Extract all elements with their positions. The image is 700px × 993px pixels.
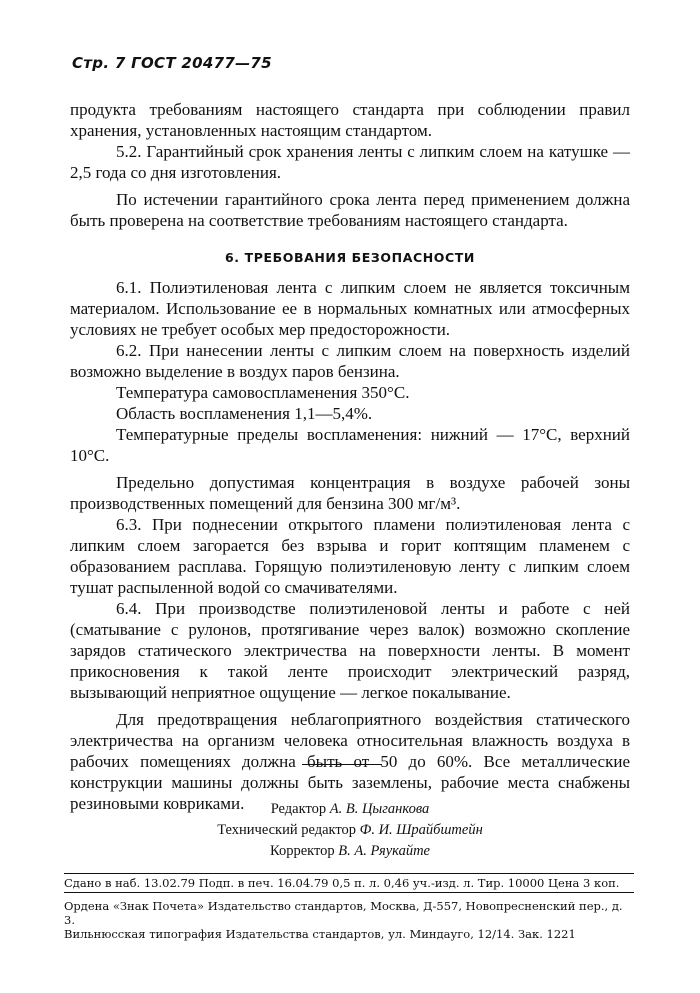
paragraph-6-2: 6.2. При нанесении ленты с липким слоем на поверхность изделий возможно выделение в воздух паров бензина.	[70, 341, 630, 381]
corrector-name: В. А. Ряукайте	[338, 843, 430, 859]
imprint-block	[64, 873, 634, 941]
divider	[302, 764, 382, 765]
section-body	[70, 277, 630, 814]
credits-block	[0, 799, 700, 862]
tech-editor-label: Технический редактор	[217, 822, 357, 838]
page-header: Стр. 7 ГОСТ 20477—75	[72, 54, 272, 72]
editor-line	[0, 799, 700, 820]
paragraph-continuation: продукта требованиям настоящего стандарта при соблюдении правил хранения, установленных настоящим стандартом.	[70, 100, 630, 140]
publisher-info	[64, 899, 634, 941]
intro-text	[70, 99, 630, 231]
corrector-label: Корректор	[270, 843, 335, 859]
paragraph-static-protection: Для предотвращения неблагоприятного воздействия статического электричества на организм человека относительная влажность воздуха в рабочих помещениях должна быть от 50 до 60%. Все металлические конструкции машины должны быть заземлены, рабочие места снабжены резиновыми ковриками.	[70, 710, 630, 813]
editor-label: Редактор	[270, 801, 327, 817]
section-title: 6. ТРЕБОВАНИЯ БЕЗОПАСНОСТИ	[224, 250, 475, 265]
paragraph-6-3: 6.3. При поднесении открытого пламени полиэтиленовая лента с липким слоем загорается без взрыва и горит коптящим пламенем с образованием расплава. Горящую полиэтиленовую ленту с липким слоем тушат распыленной водой со смачивателями.	[70, 515, 630, 597]
publisher-line: Ордена «Знак Почета» Издательство стандартов, Москва, Д-557, Новопресненский пер., д. 3.	[64, 899, 623, 927]
paragraph-6-4: 6.4. При производстве полиэтиленовой ленты и работе с ней (сматывание с рулонов, протягивание через валок) возможно скопление зарядов статического электричества на поверхности ленты. В момент прикосновения к такой ленте происходит электрический разряд, вызывающий неприятное ощущение — легкое покалывание.	[70, 599, 630, 702]
paragraph-ignition-range: Область воспламенения 1,1—5,4%.	[116, 404, 373, 423]
editor-name: А. В. Цыганкова	[329, 801, 430, 817]
paragraph-6-1: 6.1. Полиэтиленовая лента с липким слоем не является токсичным материалом. Использование ее в нормальных комнатных или атмосферных условиях не требует особых мер предосторожности.	[70, 278, 630, 339]
printer-line: Вильнюсская типография Издательства стандартов, ул. Миндауго, 12/14. Зак. 1221	[64, 927, 576, 941]
paragraph-temperature-limits: Температурные пределы воспламенения: нижний — 17°С, верхний 10°С.	[70, 425, 630, 465]
paragraph-autoignition: Температура самовоспламенения 350°С.	[116, 383, 410, 402]
print-details: Сдано в наб. 13.02.79 Подп. в печ. 16.04.79 0,5 п. л. 0,46 уч.-изд. л. Тир. 10000 Цена 3 коп.	[64, 873, 634, 893]
paragraph-expiry: По истечении гарантийного срока лента перед применением должна быть проверена на соответствие требованиям настоящего стандарта.	[70, 190, 630, 230]
corrector-line	[0, 841, 700, 862]
paragraph-concentration: Предельно допустимая концентрация в воздухе рабочей зоны производственных помещений для бензина 300 мг/м³.	[70, 473, 630, 513]
tech-editor-line	[0, 820, 700, 841]
paragraph-5-2: 5.2. Гарантийный срок хранения ленты с липким слоем на катушке — 2,5 года со дня изготовления.	[70, 142, 630, 182]
tech-editor-name: Ф. И. Шрайбштейн	[359, 822, 483, 838]
